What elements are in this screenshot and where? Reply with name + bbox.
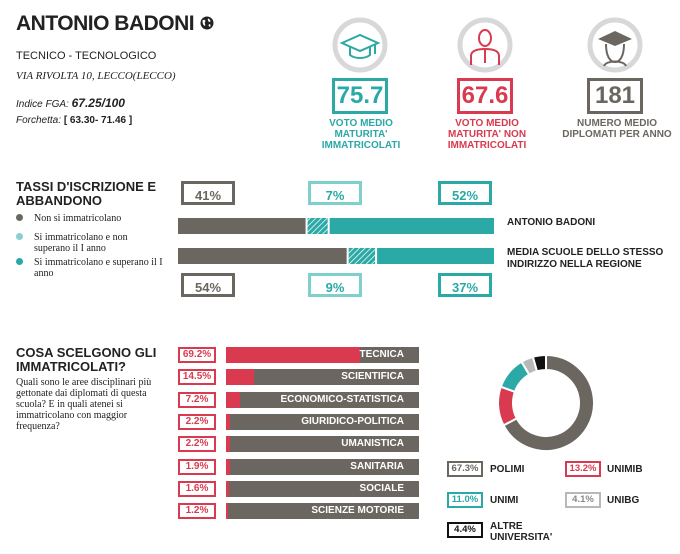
choices-title: COSA SCELGONO GLI IMMATRICOLATI? (16, 345, 157, 374)
choices-subtitle: Quali sono le aree disciplinari più gettonate dai diplomati di questa scuola? E in quali atenei si immatricolano con maggior frequenza? (16, 377, 152, 432)
category-row (178, 481, 420, 497)
category-label: SCIENTIFICA (341, 371, 404, 383)
bar-segment-superano (330, 218, 494, 234)
category-label: SOCIALE (359, 482, 404, 494)
kpi-immatricolati-label: VOTO MEDIO MATURITA' IMMATRICOLATI (321, 118, 401, 151)
category-row (178, 392, 420, 408)
fga-value: 67.25/100 (71, 96, 125, 110)
category-pct: 7.2% (178, 392, 216, 408)
legend-abbandono (16, 232, 166, 254)
kpi-non-immatricolati-icon-group (456, 10, 514, 82)
category-row (178, 436, 420, 452)
category-bar-fill (226, 392, 240, 408)
bar-segment-abbandono (349, 248, 375, 264)
kpi-diplomati-label: NUMERO MEDIO DIPLOMATI PER ANNO (562, 118, 672, 140)
bar-label-school: ANTONIO BADONI (507, 217, 596, 228)
legend-dot-icon (16, 233, 23, 240)
school-non-immatricolati-pct: 41% (181, 181, 235, 205)
category-pct: 69.2% (178, 347, 216, 363)
graduation-cap-icon (342, 35, 378, 58)
legend-dot-icon (16, 258, 23, 265)
category-row (178, 369, 420, 385)
legend-unibg-pct: 4.1% (565, 492, 601, 508)
category-bar-fill (226, 414, 230, 430)
bar-segment-superano (377, 248, 494, 264)
category-pct: 2.2% (178, 436, 216, 452)
person-icon (471, 30, 499, 65)
stack-row-school (178, 218, 494, 234)
category-row (178, 414, 420, 430)
kpi-immatricolati-value: 75.7 (332, 78, 388, 114)
legend-unimi-label: UNIMI (490, 495, 519, 506)
bar-label-region: MEDIA SCUOLE DELLO STESSO INDIRIZZO NELLA REGIONE (507, 247, 664, 270)
enrollment-title: TASSI D'ISCRIZIONE E ABBANDONO (16, 179, 157, 208)
category-pct: 2.2% (178, 414, 216, 430)
legend-label: Si immatricolano e superano il I anno (34, 257, 163, 279)
range-label: Forchetta: (16, 115, 62, 126)
category-label: GIURIDICO-POLITICA (301, 415, 404, 427)
category-pct: 1.6% (178, 481, 216, 497)
school-address: VIA RIVOLTA 10, LECCO(LECCO) (16, 70, 176, 82)
legend-dot-icon (16, 214, 23, 221)
legend-unimi-pct: 11.0% (447, 492, 483, 508)
legend-unibg-label: UNIBG (607, 495, 640, 506)
legend-altre-pct: 4.4% (447, 522, 483, 538)
kpi-diplomati-value: 181 (587, 78, 643, 114)
legend-polimi-pct: 67.3% (447, 461, 483, 477)
fga-label: Indice FGA: (16, 99, 69, 110)
legend-altre-label: ALTRE UNIVERSITA' (490, 521, 553, 543)
university-donut-chart (486, 343, 606, 463)
category-row (178, 459, 420, 475)
school-superano-pct: 52% (438, 181, 492, 205)
kpi-diplomati-icon-group (586, 10, 644, 82)
fga-index (16, 96, 125, 110)
kpi-immatricolati-icon-group (331, 10, 389, 82)
legend-unimib-pct: 13.2% (565, 461, 601, 477)
category-bar-fill (226, 369, 254, 385)
category-row (178, 347, 420, 363)
school-abbandono-pct: 7% (308, 181, 362, 205)
legend-superano (16, 257, 166, 279)
category-label: SCIENZE MOTORIE (311, 505, 404, 517)
legend-label: Si immatricolano e non superano il I anno (34, 232, 128, 254)
category-bar-fill (226, 347, 360, 363)
stack-row-region (178, 248, 494, 264)
school-type: TECNICO - TECNOLOGICO (16, 50, 157, 62)
category-label: TECNICA (359, 349, 404, 360)
region-superano-pct: 37% (438, 273, 492, 297)
category-bar-fill (226, 481, 229, 497)
kpi-non-immatricolati-value: 67.6 (457, 78, 513, 114)
category-row (178, 503, 420, 519)
category-pct: 1.9% (178, 459, 216, 475)
category-pct: 1.2% (178, 503, 216, 519)
bar-segment-non-immatricolati (178, 248, 347, 264)
category-pct: 14.5% (178, 369, 216, 385)
region-abbandono-pct: 9% (308, 273, 362, 297)
range-value: [ 63.30- 71.46 ] (63, 115, 133, 126)
region-non-immatricolati-pct: 54% (181, 273, 235, 297)
graduate-icon (598, 31, 632, 66)
category-label: SANITARIA (350, 460, 404, 472)
category-bar-fill (226, 459, 230, 475)
category-label: ECONOMICO-STATISTICA (280, 393, 404, 405)
fga-range (16, 115, 132, 126)
bar-segment-non-immatricolati (178, 218, 306, 234)
category-bar-fill (226, 436, 230, 452)
category-label: UMANISTICA (341, 438, 404, 450)
kpi-non-immatricolati-label: VOTO MEDIO MATURITA' NON IMMATRICOLATI (447, 118, 527, 151)
bar-segment-abbandono (308, 218, 328, 234)
school-name: ANTONIO BADONI (16, 12, 195, 35)
legend-polimi-label: POLIMI (490, 464, 525, 475)
enrollment-stacked-bars (178, 214, 498, 266)
legend-unimib-label: UNIMIB (607, 464, 643, 475)
globe-icon[interactable] (200, 16, 214, 30)
legend-label: Non si immatricolano (34, 213, 122, 224)
category-bar-fill (226, 503, 228, 519)
legend-non-immatricolati (16, 213, 166, 224)
